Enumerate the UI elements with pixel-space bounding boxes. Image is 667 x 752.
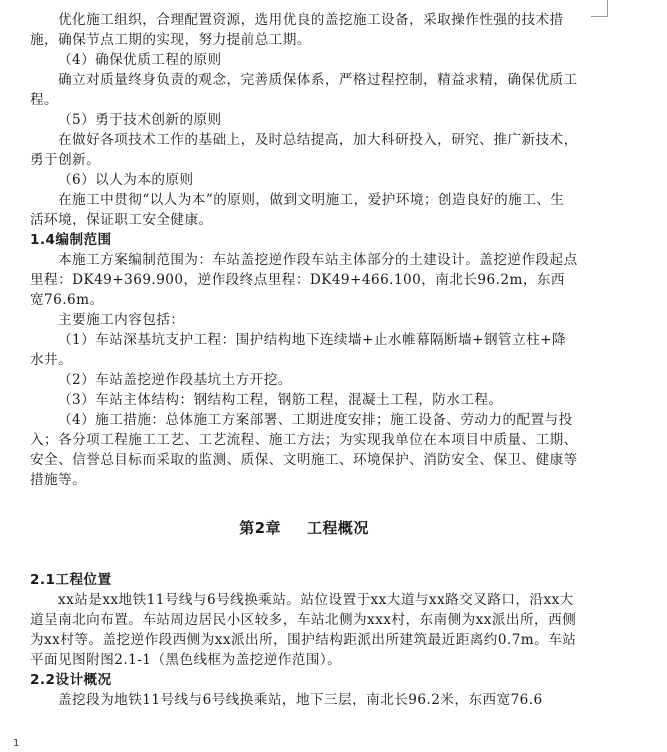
principle-heading: （5）勇于技术创新的原则 (58, 112, 222, 128)
list-item: （1）车站深基坑支护工程：围护结构地下连续墙+止水帷幕隔断墙+钢管立柱+降水井。 (30, 332, 567, 368)
list-item: （3）车站主体结构：钢结构工程，钢筋工程，混凝土工程，防水工程。 (58, 392, 503, 408)
page-corner-mark (591, 0, 608, 17)
paragraph: xx站是xx地铁11号线与6号线换乘站。站位设置于xx大道与xx路交叉路口，沿xx大道呈南北向布置。车站周边居民小区较多，车站北侧为xxx村，东南侧为xx派出所，西侧为xx村等。盖挖逆作段西侧为xx派出所，围护结构距派出所建筑最近距离约0.7m。车站平面见图附图2.1-1（黑色线框为盖挖逆作范围）。 (30, 592, 577, 668)
section-heading-2-1: 2.1工程位置 (30, 572, 112, 588)
list-item: （4）施工措施：总体施工方案部署、工期进度安排；施工设备、劳动力的配置与投入；各分项工程施工工艺、工艺流程、施工方法；为实现我单位在本项目中质量、工期、安全、信誉总目标而采取的监测、质保、文明施工、环境保护、消防安全、保卫、健康等措施等。 (30, 412, 578, 488)
paragraph: 盖挖段为地铁11号线与6号线换乘站，地下三层，南北长96.2米，东西宽76.6 (58, 692, 543, 708)
chapter-heading (30, 516, 578, 540)
chapter-title: 工程概况 (306, 519, 369, 537)
paragraph: 主要施工内容包括： (58, 312, 185, 328)
paragraph: 优化施工组织，合理配置资源，选用优良的盖挖施工设备，采取操作性强的技术措施，确保节点工期的实现，努力提前总工期。 (30, 12, 564, 48)
section-heading-1-4: 1.4编制范围 (30, 232, 112, 248)
document-body (30, 10, 578, 710)
page-number: 1 (13, 738, 20, 749)
principle-heading: （6）以人为本的原则 (58, 172, 194, 188)
list-item: （2）车站盖挖逆作段基坑土方开挖。 (58, 372, 292, 388)
paragraph: 在做好各项技术工作的基础上，及时总结提高，加大科研投入，研究、推广新技术，勇于创新。 (30, 132, 578, 168)
section-heading-2-2: 2.2设计概况 (30, 672, 112, 688)
paragraph: 在施工中贯彻“以人为本”的原则，做到文明施工，爱护环境；创造良好的施工、生活环境，保证职工安全健康。 (30, 192, 565, 228)
chapter-number: 第2章 (239, 519, 281, 537)
paragraph: 确立对质量终身负责的观念，完善质保体系，严格过程控制，精益求精，确保优质工程。 (30, 72, 578, 108)
principle-heading: （4）确保优质工程的原则 (58, 52, 222, 68)
paragraph: 本施工方案编制范围为：车站盖挖逆作段车站主体部分的土建设计。盖挖逆作段起点里程：DK49+369.900，逆作段终点里程：DK49+466.100，南北长96.2m，东西宽76.6m。 (30, 252, 578, 308)
